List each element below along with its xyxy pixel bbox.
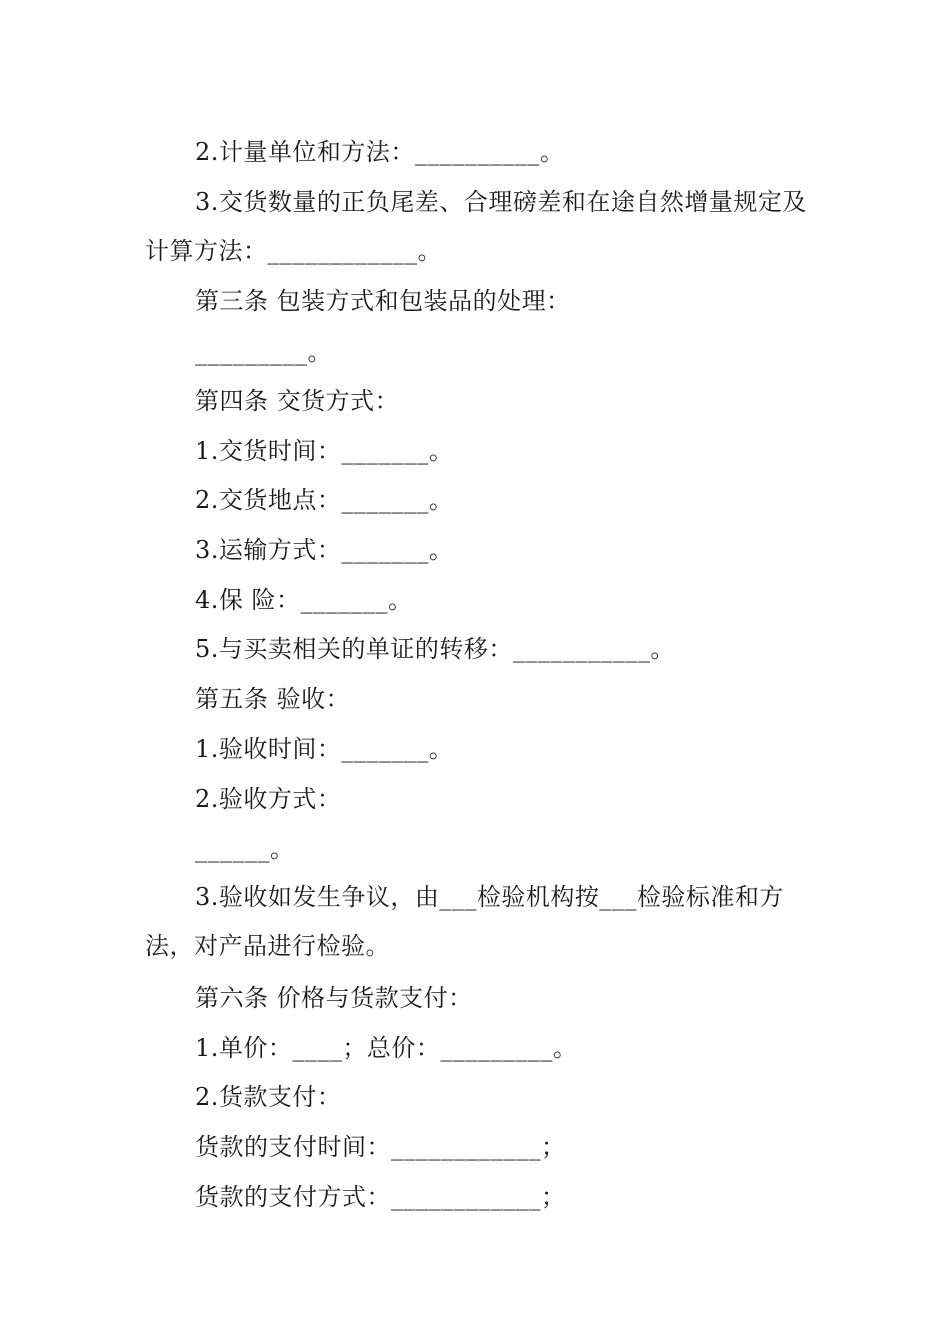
doc-line-article-3-blank: _________。 [195, 338, 332, 366]
doc-line-article-3-heading: 第三条 包装方式和包装品的处理： [195, 287, 571, 315]
doc-line-measurement-unit: 2.计量单位和方法：__________。 [195, 138, 565, 166]
doc-line-delivery-place: 2.交货地点：_______。 [195, 486, 454, 514]
doc-line-article-4-heading: 第四条 交货方式： [195, 387, 400, 415]
doc-line-article-6-heading: 第六条 价格与货款支付： [195, 984, 473, 1012]
doc-line-payment: 2.货款支付： [195, 1083, 342, 1111]
doc-line-article-5-heading: 第五条 验收： [195, 685, 351, 713]
doc-line-insurance: 4.保 险：_______。 [195, 586, 413, 614]
doc-line-payment-method: 货款的支付方式：____________； [195, 1183, 566, 1211]
doc-line-quantity-tolerance: 3.交货数量的正负尾差、合理磅差和在途自然增量规定及计算方法：____________。 [145, 188, 807, 265]
doc-line-inspection-dispute: 3.验收如发生争议，由___检验机构按___检验标准和方法，对产品进行检验。 [145, 883, 784, 960]
doc-line-document-transfer: 5.与买卖相关的单证的转移：___________。 [195, 635, 675, 663]
doc-line-inspection-time: 1.验收时间：_______。 [195, 735, 454, 763]
doc-line-delivery-time: 1.交货时间：_______。 [195, 437, 454, 465]
doc-line-price: 1.单价：____；总价：_________。 [195, 1034, 578, 1062]
doc-line-inspection-method: 2.验收方式： [195, 785, 342, 813]
doc-line-transport-method: 3.运输方式：_______。 [195, 536, 454, 564]
doc-line-payment-time: 货款的支付时间：____________； [195, 1133, 566, 1161]
doc-line-inspection-method-blank: ______。 [195, 835, 295, 863]
